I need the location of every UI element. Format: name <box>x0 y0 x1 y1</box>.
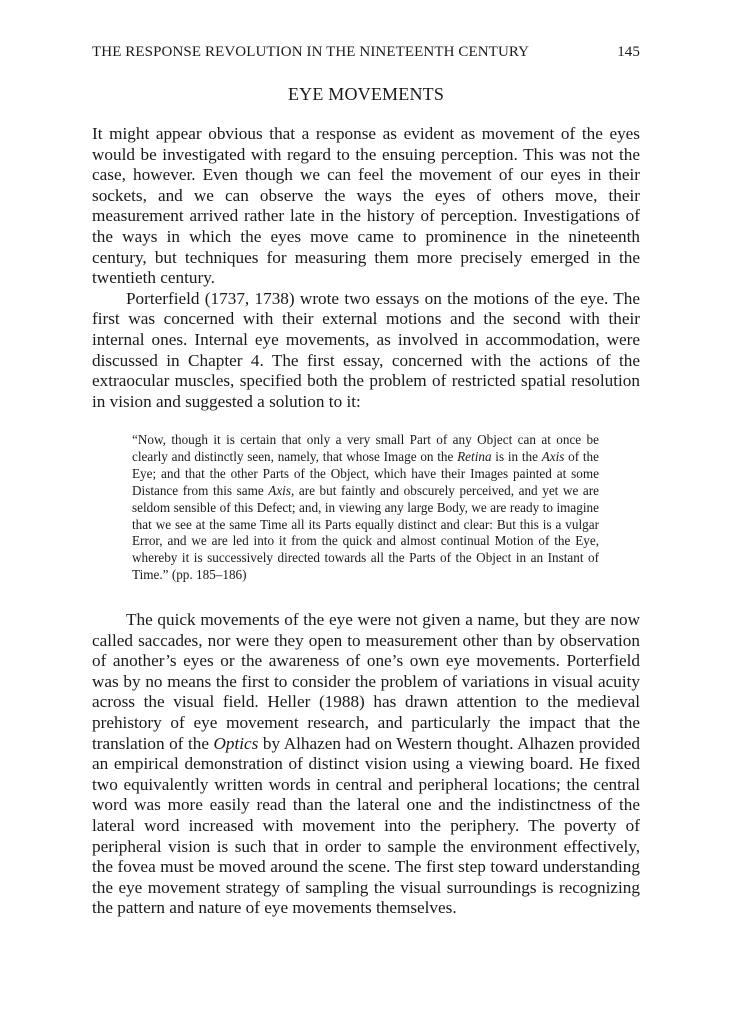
quote-text-3: of the Eye; and that the other Parts of the Object, which have their Images painted at some Distance from this same <box>132 448 600 498</box>
quote-text-2: is in the <box>491 448 542 464</box>
paragraph-saccades-text-2: by Alhazen had on Western thought. Alhazen provided an empirical demonstration of distinct vision using a viewing board. He fixed two equivalently written words in central and peripheral locations; the central word was more easily read than the lateral one and the indistinctness of the lateral word increased with movement into the periphery. The poverty of peripheral vision is such that in order to sample the environment effectively, the fovea must be moved around the scene. The first step toward understanding the eye movement strategy of sampling the visual surroundings is recognizing the pattern and nature of eye movements themselves. <box>92 733 640 918</box>
paragraph-porterfield: Porterfield (1737, 1738) wrote two essays on the motions of the eye. The first was concerned with their external motions and the second with their internal ones. Internal eye movements, as involved in accommodation, were discussed in Chapter 4. The first essay, concerned with the actions of the extraocular muscles, specified both the problem of restricted spatial resolution in vision and suggested a solution to it: <box>92 288 640 411</box>
quote-axis-1: Axis <box>541 448 565 464</box>
running-head-title: THE RESPONSE REVOLUTION IN THE NINETEENTH CENTURY <box>92 44 530 60</box>
page-number: 145 <box>617 44 640 60</box>
quote-text-1: “Now, though it is certain that only a very small Part of any Object can at once be clearly and distinctly seen, namely, that whose Image on the <box>132 432 599 464</box>
quote-text-4: , are but faintly and obscurely perceived, and yet we are seldom sensible of this Defect; and, in viewing any large Body, we are ready to imagine that we see at the same Time all its Parts equally distinct and clear: But this is a vulgar Error, and we are led into it from the quick and almost continual Motion of the Eye, whereby it is successively directed towards all the Parts of the Object in an Instant of Time.” (pp. 185–186) <box>132 482 599 583</box>
body-text-upper <box>92 124 640 412</box>
paragraph-saccades-text-1: The quick movements of the eye were not given a name, but they are now called saccades, nor were they open to measurement other than by observation of another’s eyes or the awareness of one’s own eye movements. Porterfield was by no means the first to consider the problem of variations in visual acuity across the visual field. Heller (1988) has drawn attention to the medieval prehistory of eye movement research, and particularly the impact that the translation of the <box>92 610 640 753</box>
paragraph-intro: It might appear obvious that a response as evident as movement of the eyes would be investigated with regard to the ensuing perception. This was not the case, however. Even though we can feel the movement of our eyes in their sockets, and we can observe the ways the eyes of others move, their measurement arrived rather late in the history of perception. Investigations of the ways in which the eyes move came to prominence in the nineteenth century, but techniques for measuring them more precisely emerged in the twentieth century. <box>92 124 640 288</box>
paragraph-saccades <box>92 610 640 919</box>
body-text-lower <box>92 610 640 919</box>
quote-retina: Retina <box>457 448 492 464</box>
optics-title: Optics <box>213 733 259 753</box>
block-quote <box>132 432 599 584</box>
section-heading: EYE MOVEMENTS <box>287 84 445 104</box>
quote-axis-2: Axis <box>268 482 291 498</box>
